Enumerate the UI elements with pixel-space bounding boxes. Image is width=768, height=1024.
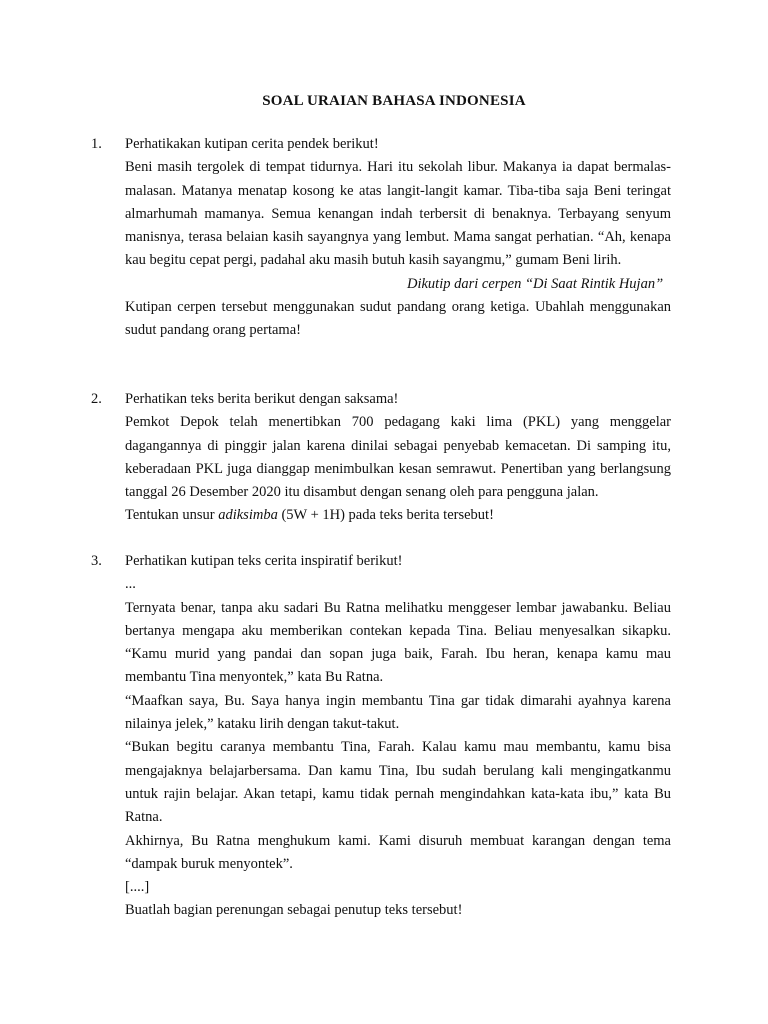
q1-intro: Perhatikakan kutipan cerita pendek berikut!	[125, 136, 379, 152]
q3-ellipsis: ...	[125, 576, 136, 593]
q1-passage: Beni masih tergolek di tempat tidurnya. Hari itu sekolah libur. Makanya ia dapat bermalas-malasan. Matanya menatap kosong ke atas langit-langit kamar. Tiba-tiba saja Beni teringat almarhumah mamanya. Semua kenangan indah terbersit di benaknya. Terbayang senyum manisnya, terasa belaian kasih sayangnya yang lembut. Mama sangat perhatian. “Ah, kenapa kau begitu cepat pergi, padahal aku masih butuh kasih sayangmu,” gumam Beni lirih.	[125, 159, 671, 269]
q3-number: 3.	[91, 553, 102, 569]
q2-task-term: adiksimba	[218, 507, 278, 524]
q1-citation: Dikutip dari cerpen “Di Saat Rintik Hujan”	[407, 275, 664, 292]
document-title: SOAL URAIAN BAHASA INDONESIA	[262, 93, 526, 109]
q2-task-post: (5W + 1H) pada teks berita tersebut!	[277, 507, 494, 524]
q3-paragraph-4: Akhirnya, Bu Ratna menghukum kami. Kami disuruh membuat karangan dengan tema “dampak buruk menyontek”.	[125, 832, 671, 872]
q2-intro: Perhatikan teks berita berikut dengan saksama!	[125, 391, 399, 407]
q3-task: Buatlah bagian perenungan sebagai penutup teks tersebut!	[125, 902, 463, 919]
q3-paragraph-1: Ternyata benar, tanpa aku sadari Bu Ratna melihatku menggeser lembar jawabanku. Beliau bertanya mengapa aku memberikan contekan kepada Tina. Beliau menyesalkan sikapku. “Kamu murid yang pandai dan sopan juga baik, Farah. Ibu heran, kenapa kamu mau membantu Tina menyontek,” kata Bu Ratna.	[125, 599, 671, 686]
q3-paragraph-3: “Bukan begitu caranya membantu Tina, Farah. Kalau kamu mau membantu, kamu bisa mengajaknya belajarbersama. Dan kamu Tina, Ibu sudah berulang kali mengingatkanmu untuk rajin belajar. Akan tetapi, kamu tidak pernah mengindahkan kata-kata ibu,” kata Bu Ratna.	[125, 739, 671, 826]
q1-number: 1.	[91, 136, 102, 152]
q3-bracket: [....]	[125, 879, 150, 896]
q3-intro: Perhatikan kutipan teks cerita inspiratif berikut!	[125, 553, 403, 569]
q2-passage: Pemkot Depok telah menertibkan 700 pedagang kaki lima (PKL) yang menggelar dagangannya di pinggir jalan karena dinilai sebagai penyebab kemacetan. Di samping itu, keberadaan PKL juga dianggap menimbulkan kesan semrawut. Penertiban yang berlangsung tanggal 26 Desember 2020 itu disambut dengan senang oleh para pengguna jalan.	[125, 414, 671, 501]
question-1	[125, 133, 671, 343]
q3-paragraph-2: “Maafkan saya, Bu. Saya hanya ingin membantu Tina gar tidak dimarahi ayahnya karena nilainya jelek,” kataku lirih dengan takut-takut.	[125, 692, 671, 733]
q2-task-pre: Tentukan unsur	[125, 507, 219, 524]
q2-number: 2.	[91, 391, 102, 407]
question-3	[125, 550, 671, 923]
q2-task	[125, 504, 671, 527]
q1-task: Kutipan cerpen tersebut menggunakan sudut pandang orang ketiga. Ubahlah menggunakan sudut pandang orang pertama!	[125, 299, 671, 339]
question-2	[125, 388, 671, 528]
